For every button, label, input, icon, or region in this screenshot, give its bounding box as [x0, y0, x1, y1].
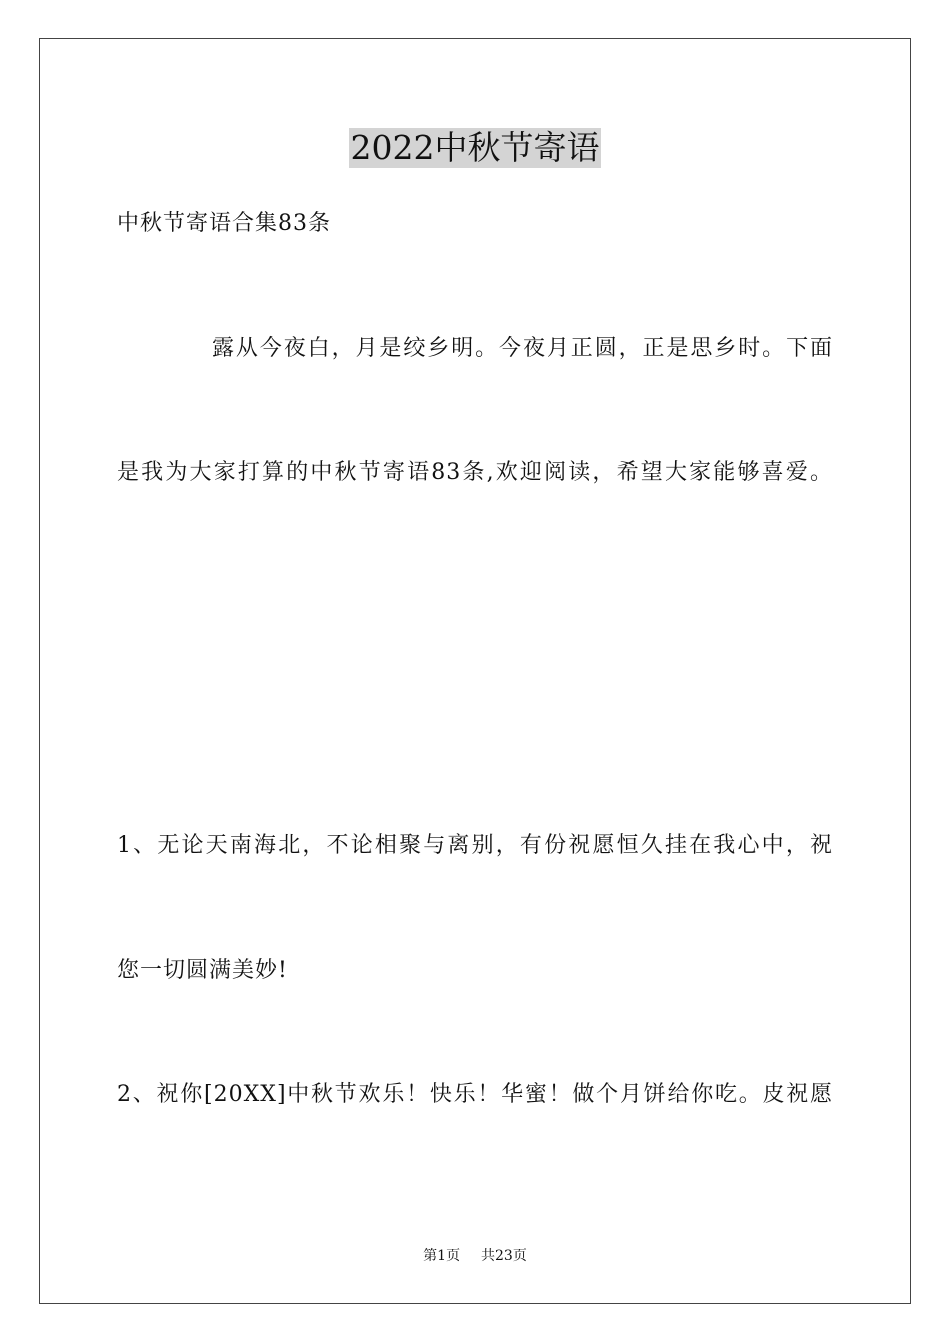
- document-title: 2022中秋节寄语: [350, 128, 600, 167]
- title-container: [0, 128, 950, 168]
- page-number-current: 第1页: [423, 1248, 461, 1264]
- intro-paragraph-line-1: 露从今夜白，月是绞乡明。今夜月正圆，正是思乡时。下面: [212, 336, 833, 361]
- intro-paragraph-line-2: 是我为大家打算的中秋节寄语83条,欢迎阅读，希望大家能够喜爱。: [117, 460, 833, 485]
- item-1-line-1: 1、无论天南海北，不论相聚与离别，有份祝愿恒久挂在我心中，祝: [117, 833, 833, 858]
- item-2-line-1: 2、祝你[20XX]中秋节欢乐！快乐！华蜜！做个月饼给你吃。皮祝愿: [117, 1082, 833, 1107]
- item-1-line-2: 您一切圆满美妙!: [117, 958, 288, 983]
- page-footer: [0, 1246, 950, 1266]
- document-subtitle: 中秋节寄语合集83条: [117, 211, 331, 236]
- page-number-total: 共23页: [481, 1248, 527, 1264]
